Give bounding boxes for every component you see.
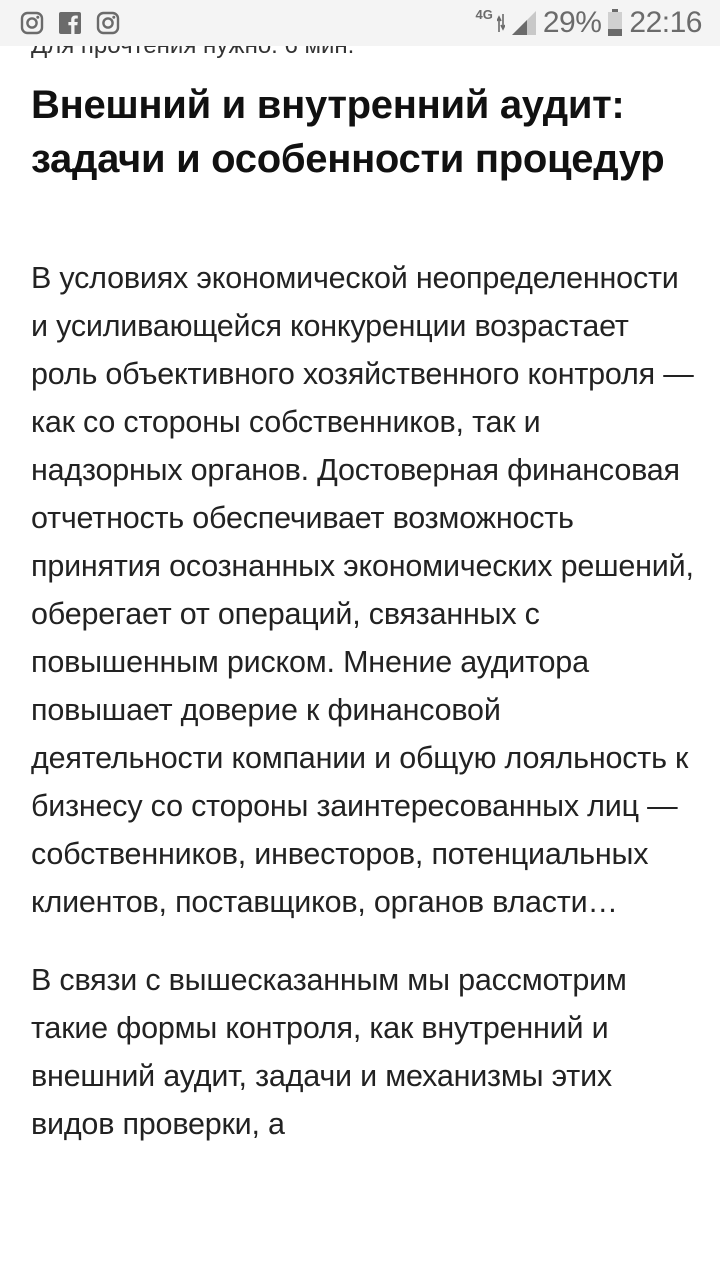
article-paragraph: В связи с вышесказанным мы рассмотрим такие формы контроля, как внутренний и внешний аудит, задачи и механизмы этих видов проверки, а [31, 963, 627, 1141]
signal-icon [511, 10, 537, 36]
system-indicators [470, 0, 702, 46]
article-body [31, 254, 696, 1178]
article-title: Внешний и внутренний аудит: задачи и особенности процедур [31, 83, 665, 181]
instagram-icon [96, 11, 120, 35]
battery-percent: 29% [542, 6, 602, 39]
battery-icon [607, 9, 623, 37]
instagram-icon [20, 11, 44, 35]
article-paragraph: В условиях экономической неопределенности и усиливающейся конкуренции возрастает роль объективного хозяйственного контроля — как со стороны собственников, так и надзорных органов. Достоверная финансовая отчетность обеспечивает возможность принятия осознанных экономических решений, оберегает от операций, связанных с повышенным риском. Мнение аудитора повышает доверие к финансовой деятельности компании и общую лояльность к бизнесу со стороны заинтересованных лиц — собственников, инвесторов, потенциальных клиентов, поставщиков, органов власти… [31, 261, 694, 919]
network-type: 4G [475, 7, 493, 22]
notification-icons [20, 11, 134, 35]
status-bar [0, 0, 720, 46]
clock: 22:16 [629, 6, 702, 39]
facebook-icon [58, 11, 82, 35]
data-transfer-icon [497, 12, 505, 34]
